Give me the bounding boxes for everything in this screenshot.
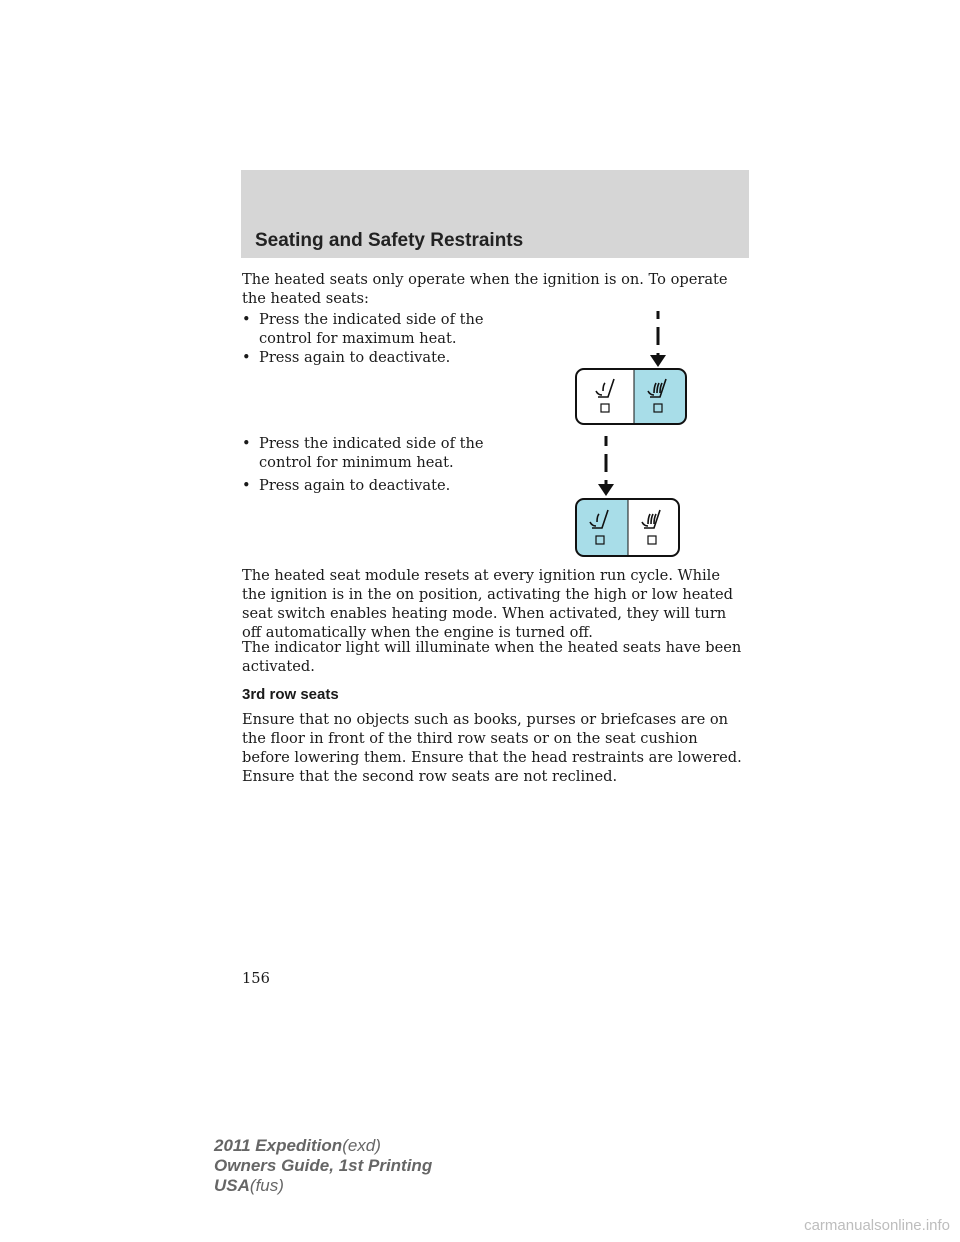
footer-model-code: (exd) bbox=[342, 1136, 381, 1155]
section-title: Seating and Safety Restraints bbox=[255, 230, 524, 251]
section-header-band bbox=[241, 170, 749, 258]
seat-heater-switch bbox=[576, 499, 679, 556]
bullet-symbol: • bbox=[242, 435, 251, 452]
bullet-symbol: • bbox=[242, 349, 251, 366]
page-number: 156 bbox=[242, 970, 270, 987]
indicator-paragraph: The indicator light will illuminate when the heated seats have been activated. bbox=[242, 639, 742, 675]
bullet-symbol: • bbox=[242, 311, 251, 328]
footer-model: 2011 Expedition bbox=[214, 1136, 343, 1155]
subheading-3rd-row: 3rd row seats bbox=[242, 686, 339, 703]
max-heat-control-figure bbox=[570, 305, 690, 430]
footer-market-code: (fus) bbox=[249, 1176, 284, 1195]
list-item-text: Press again to deactivate. bbox=[259, 349, 451, 366]
list-item bbox=[242, 348, 502, 367]
module-reset-paragraph: The heated seat module resets at every ignition run cycle. While the ignition is in the on position, activating the high or low heated seat switch enables heating mode. When activated, they will turn off automatically when the engine is turned off. bbox=[242, 567, 733, 641]
pointer-arrow-icon bbox=[650, 311, 666, 367]
footer-edition: Owners Guide, 1st Printing bbox=[214, 1156, 433, 1175]
list-item-text: Press the indicated side of the control for maximum heat. bbox=[259, 311, 484, 347]
list-item bbox=[242, 310, 502, 348]
list-item bbox=[242, 476, 502, 495]
pointer-arrow-icon bbox=[598, 436, 614, 496]
list-item-text: Press again to deactivate. bbox=[259, 477, 451, 494]
seat-heater-low-icon bbox=[596, 379, 614, 412]
intro-paragraph: The heated seats only operate when the ignition is on. To operate the heated seats: bbox=[242, 271, 728, 307]
third-row-paragraph: Ensure that no objects such as books, purses or briefcases are on the floor in front of the third row seats or on the seat cushion before lowering them. Ensure that the head restraints are lowered. Ensure that the second row seats are not reclined. bbox=[242, 711, 742, 785]
list-item-text: Press the indicated side of the control for minimum heat. bbox=[259, 435, 484, 471]
min-heat-control-figure bbox=[570, 432, 690, 562]
list-item bbox=[242, 434, 502, 472]
print-footer bbox=[214, 1136, 432, 1196]
seat-heater-high-icon bbox=[642, 510, 660, 544]
seat-heater-switch bbox=[576, 369, 686, 424]
footer-market: USA bbox=[214, 1176, 250, 1195]
watermark: carmanualsonline.info bbox=[804, 1217, 950, 1234]
bullet-symbol: • bbox=[242, 477, 251, 494]
